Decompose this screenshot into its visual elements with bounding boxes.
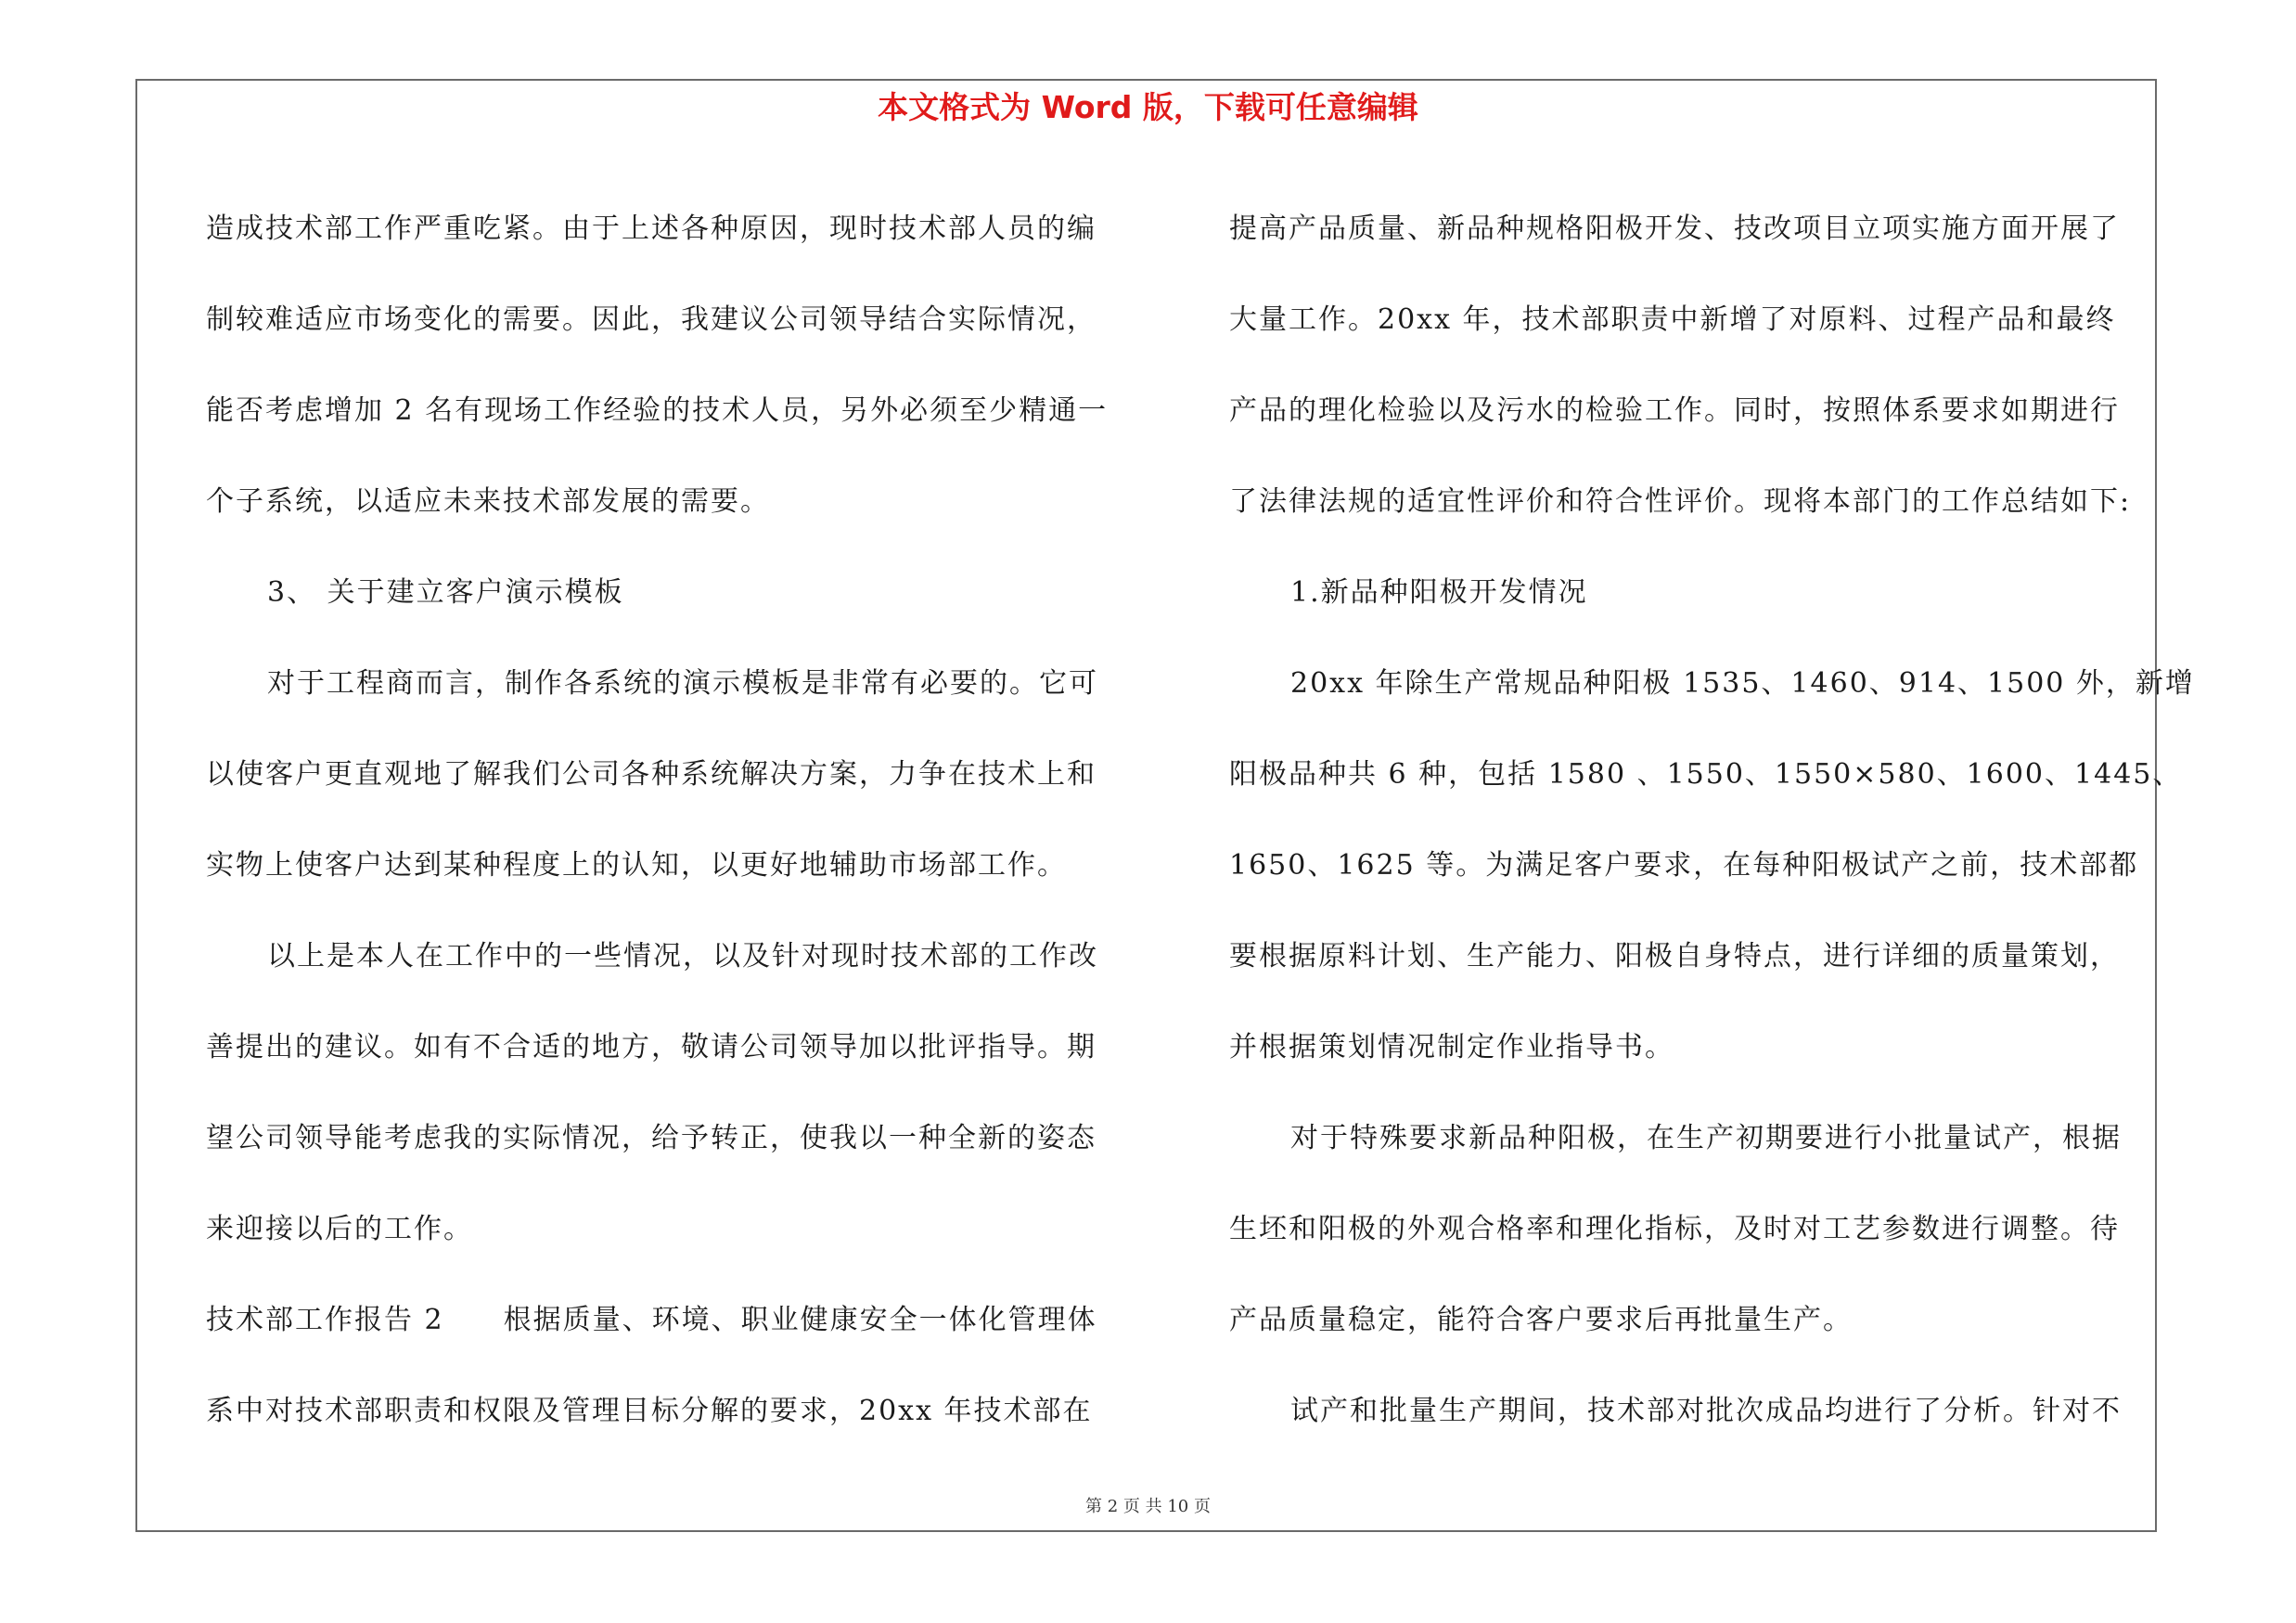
left-column: [206, 184, 1134, 1457]
paragraph-line: 望公司领导能考虑我的实际情况，给予转正，使我以一种全新的姿态: [206, 1122, 1097, 1154]
section-heading: 3、 关于建立客户演示模板: [267, 576, 624, 609]
paragraph-line: 1650、1625 等。为满足客户要求，在每种阳极试产之前，技术部都: [1229, 849, 2139, 882]
paragraph-line: 以上是本人在工作中的一些情况，以及针对现时技术部的工作改: [267, 940, 1098, 973]
paragraph-line: 试产和批量生产期间，技术部对批次成品均进行了分析。针对不: [1290, 1395, 2122, 1427]
paragraph-line: 大量工作。20xx 年，技术部职责中新增了对原料、过程产品和最终: [1229, 303, 2116, 336]
paragraph-line: 了法律法规的适宜性评价和符合性评价。现将本部门的工作总结如下:: [1229, 485, 2132, 518]
paragraph-line: 造成技术部工作严重吃紧。由于上述各种原因，现时技术部人员的编: [206, 213, 1097, 245]
paragraph-line: 系中对技术部职责和权限及管理目标分解的要求，20xx 年技术部在: [206, 1395, 1093, 1427]
paragraph-line: 技术部工作报告 2 根据质量、环境、职业健康安全一体化管理体: [206, 1304, 1097, 1336]
paragraph-line: 能否考虑增加 2 名有现场工作经验的技术人员，另外必须至少精通一: [206, 394, 1109, 427]
paragraph-line: 并根据策划情况制定作业指导书。: [1229, 1031, 1674, 1063]
paragraph-line: 对于工程商而言，制作各系统的演示模板是非常有必要的。它可: [267, 667, 1098, 700]
paragraph-line: 制较难适应市场变化的需要。因此，我建议公司领导结合实际情况，: [206, 303, 1097, 336]
paragraph-line: 个子系统，以适应未来技术部发展的需要。: [206, 485, 770, 518]
section-heading: 1.新品种阳极开发情况: [1290, 576, 1588, 609]
word-format-banner: 本文格式为 Word 版，下载可任意编辑: [878, 89, 1418, 125]
paragraph-line: 阳极品种共 6 种，包括 1580 、1550、1550×580、1600、1445、: [1229, 758, 2183, 791]
paragraph-line: 对于特殊要求新品种阳极，在生产初期要进行小批量试产，根据: [1290, 1122, 2122, 1154]
paragraph-line: 产品质量稳定，能符合客户要求后再批量生产。: [1229, 1304, 1853, 1336]
right-column: [1229, 184, 2195, 1457]
paragraph-line: 生坯和阳极的外观合格率和理化指标，及时对工艺参数进行调整。待: [1229, 1213, 2120, 1245]
paragraph-line: 善提出的建议。如有不合适的地方，敬请公司领导加以批评指导。期: [206, 1031, 1097, 1063]
page-number: 第 2 页 共 10 页: [1085, 1497, 1211, 1516]
paragraph-line: 产品的理化检验以及污水的检验工作。同时，按照体系要求如期进行: [1229, 394, 2120, 427]
paragraph-line: 提高产品质量、新品种规格阳极开发、技改项目立项实施方面开展了: [1229, 213, 2120, 245]
paragraph-line: 实物上使客户达到某种程度上的认知，以更好地辅助市场部工作。: [206, 849, 1067, 882]
paragraph-line: 20xx 年除生产常规品种阳极 1535、1460、914、1500 外，新增: [1290, 667, 2195, 700]
paragraph-line: 以使客户更直观地了解我们公司各种系统解决方案，力争在技术上和: [206, 758, 1097, 791]
paragraph-line: 要根据原料计划、生产能力、阳极自身特点，进行详细的质量策划，: [1229, 940, 2120, 973]
paragraph-line: 来迎接以后的工作。: [206, 1213, 473, 1245]
